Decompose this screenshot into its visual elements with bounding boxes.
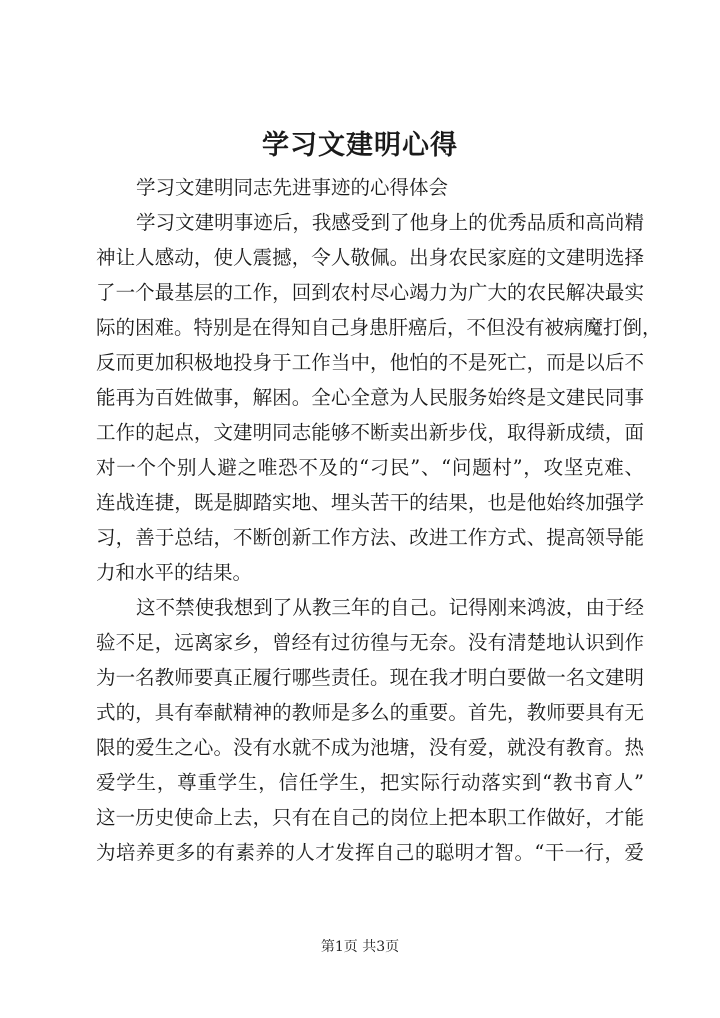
text-line: 工作的起点，文建明同志能够不断卖出新步伐，取得新成绩，面: [96, 421, 644, 444]
paragraph-2: [96, 590, 644, 870]
page-title: 学习文建明心得: [262, 130, 458, 161]
subtitle-line: 学习文建明同志先进事迹的心得体会: [136, 176, 449, 199]
text-line: 连战连捷，既是脚踏实地、埋头苦干的结果，也是他始终加强学: [96, 491, 644, 514]
text-line: 学习文建明事迹后，我感受到了他身上的优秀品质和高尚精: [136, 211, 644, 234]
text-line: 这不禁使我想到了从教三年的自己。记得刚来鸿波，由于经: [136, 596, 644, 619]
text-line: 际的困难。特别是在得知自己身患肝癌后，不但没有被病魔打倒，: [96, 316, 662, 339]
document-body: [96, 170, 662, 870]
text-line: 为一名教师要真正履行哪些责任。现在我才明白要做一名文建明: [96, 666, 644, 689]
text-line: 能再为百姓做事，解困。全心全意为人民服务始终是文建民同事: [96, 386, 644, 409]
page-footer: 第1页 共3页: [320, 939, 400, 955]
text-line: 了一个最基层的工作，回到农村尽心竭力为广大的农民解决最实: [96, 281, 644, 304]
text-line: 这一历史使命上去，只有在自己的岗位上把本职工作做好，才能: [96, 806, 644, 829]
text-line: 对一个个别人避之唯恐不及的“刁民”、“问题村”，攻坚克难、: [96, 456, 644, 479]
text-line: 力和水平的结果。: [96, 561, 253, 584]
text-line: 反而更加积极地投身于工作当中，他怕的不是死亡，而是以后不: [96, 351, 644, 374]
text-line: 验不足，远离家乡，曾经有过彷徨与无奈。没有清楚地认识到作: [96, 631, 644, 654]
text-line: 式的，具有奉献精神的教师是多么的重要。首先，教师要具有无: [96, 701, 644, 724]
text-line: 神让人感动，使人震撼，令人敬佩。出身农民家庭的文建明选择: [96, 246, 644, 269]
text-line: 习，善于总结，不断创新工作方法、改进工作方式、提高领导能: [96, 526, 644, 549]
text-line: 爱学生，尊重学生，信任学生，把实际行动落实到“教书育人”: [96, 771, 644, 794]
text-line: 限的爱生之心。没有水就不成为池塘，没有爱，就没有教育。热: [96, 736, 644, 759]
paragraph-1: [96, 205, 662, 590]
text-line: 为培养更多的有素养的人才发挥自己的聪明才智。“干一行，爱: [96, 841, 644, 864]
